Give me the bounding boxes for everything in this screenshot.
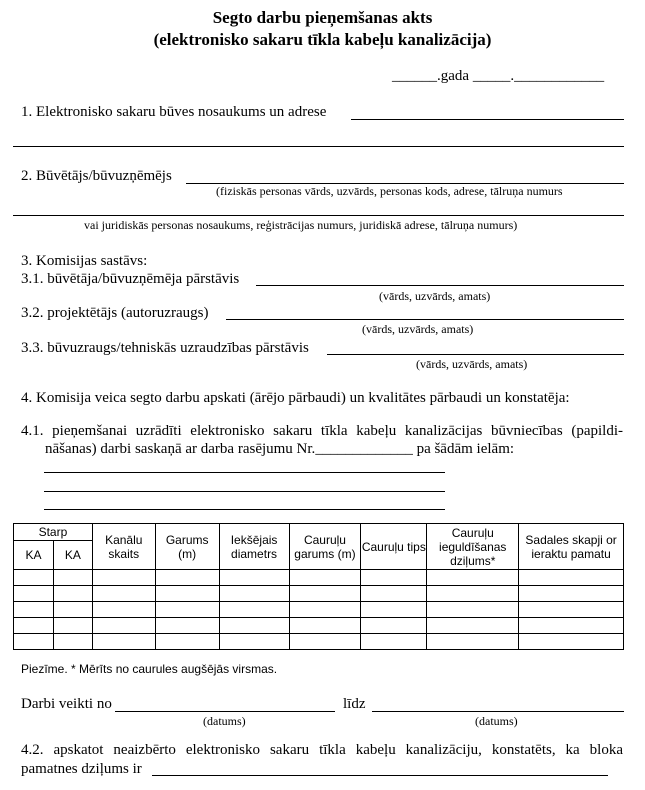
table-cell[interactable] bbox=[519, 602, 624, 618]
table-cell[interactable] bbox=[361, 570, 427, 586]
table-cell[interactable] bbox=[14, 634, 54, 650]
section41-line2 bbox=[45, 440, 514, 458]
table-cell[interactable] bbox=[519, 586, 624, 602]
member-supervisor-hint: (vārds, uzvārds, amats) bbox=[416, 357, 528, 371]
date-dot: . bbox=[510, 68, 515, 84]
table-cell[interactable] bbox=[14, 602, 54, 618]
date-line bbox=[392, 67, 604, 85]
section41-text-a: nāšanas) darbi saskaņā ar darba rasējumu Nr. bbox=[45, 441, 316, 457]
header-ka-to: KA bbox=[53, 541, 92, 570]
note: Piezīme. * Mērīts no caurules augšējās virsmas. bbox=[21, 662, 278, 676]
builder-hint-physical: (fiziskās personas vārds, uzvārds, personas kods, adrese, tālruņa numurs bbox=[216, 184, 563, 198]
header-cauruju-tips: Cauruļu tips bbox=[361, 524, 427, 570]
table-cell[interactable] bbox=[92, 570, 155, 586]
table-cell[interactable] bbox=[289, 634, 361, 650]
section41-line1: 4.1. pieņemšanai uzrādīti elektronisko sakaru tīkla kabeļu kanalizācijas būvniecības (papildi- bbox=[21, 423, 623, 439]
header-ka-from: KA bbox=[14, 541, 54, 570]
works-to-label: līdz bbox=[343, 696, 366, 712]
table-cell[interactable] bbox=[219, 586, 289, 602]
table-cell[interactable] bbox=[53, 602, 92, 618]
member-designer-hint: (vārds, uzvārds, amats) bbox=[362, 322, 474, 336]
header-garums: Garums (m) bbox=[155, 524, 219, 570]
member-builder-label: 3.1. būvētāja/būvuzņēmēja pārstāvis bbox=[21, 271, 240, 287]
table-cell[interactable] bbox=[155, 586, 219, 602]
date-month-blank[interactable]: ____________ bbox=[514, 68, 605, 84]
works-table bbox=[13, 523, 624, 650]
table-cell[interactable] bbox=[289, 586, 361, 602]
works-from-hint: (datums) bbox=[203, 714, 246, 728]
table-cell[interactable] bbox=[155, 570, 219, 586]
date-year-blank[interactable]: ______ bbox=[392, 68, 437, 84]
section2-label: 2. Būvētājs/būvuzņēmējs bbox=[21, 168, 172, 184]
table-cell[interactable] bbox=[427, 586, 519, 602]
street-line-2[interactable] bbox=[44, 491, 445, 492]
table-cell[interactable] bbox=[53, 586, 92, 602]
table-cell[interactable] bbox=[519, 634, 624, 650]
table-cell[interactable] bbox=[427, 570, 519, 586]
header-iekseja-diametrs: Iekšējais diametrs bbox=[219, 524, 289, 570]
date-day-blank[interactable]: _____ bbox=[472, 68, 511, 84]
member-designer-label: 3.2. projektētājs (autoruzraugs) bbox=[21, 305, 209, 321]
table-cell[interactable] bbox=[14, 570, 54, 586]
section41-text-b: pa šādām ielām: bbox=[412, 441, 515, 457]
foundation-depth-field[interactable] bbox=[152, 775, 608, 776]
member-builder-field[interactable] bbox=[256, 285, 624, 286]
table-cell[interactable] bbox=[427, 634, 519, 650]
table-cell[interactable] bbox=[361, 586, 427, 602]
table-cell[interactable] bbox=[155, 634, 219, 650]
table-cell[interactable] bbox=[14, 586, 54, 602]
member-supervisor-label: 3.3. būvuzraugs/tehniskās uzraudzības pārstāvis bbox=[21, 340, 309, 356]
table-cell[interactable] bbox=[361, 602, 427, 618]
member-builder-hint: (vārds, uzvārds, amats) bbox=[379, 289, 491, 303]
header-cauruju-garums: Cauruļu garums (m) bbox=[289, 524, 361, 570]
works-to-hint: (datums) bbox=[475, 714, 518, 728]
building-address-field[interactable] bbox=[13, 146, 624, 147]
header-kanalu-skaits: Kanālu skaits bbox=[92, 524, 155, 570]
document-subtitle: (elektronisko sakaru tīkla kabeļu kanalizācija) bbox=[153, 30, 492, 49]
table-cell[interactable] bbox=[53, 570, 92, 586]
table-cell[interactable] bbox=[289, 570, 361, 586]
table-cell[interactable] bbox=[92, 586, 155, 602]
table-cell[interactable] bbox=[92, 618, 155, 634]
street-line-1[interactable] bbox=[44, 472, 445, 473]
table-row bbox=[14, 618, 624, 634]
section42-line2: pamatnes dziļums ir bbox=[21, 761, 142, 777]
building-name-field[interactable] bbox=[351, 119, 624, 120]
table-cell[interactable] bbox=[92, 602, 155, 618]
table-cell[interactable] bbox=[361, 618, 427, 634]
member-supervisor-field[interactable] bbox=[327, 354, 624, 355]
table-cell[interactable] bbox=[219, 618, 289, 634]
table-cell[interactable] bbox=[155, 618, 219, 634]
table-cell[interactable] bbox=[361, 634, 427, 650]
builder-hint-legal: vai juridiskās personas nosaukums, reģistrācijas numurs, juridiskā adrese, tālruņa numurs) bbox=[84, 218, 518, 232]
works-from-date-field[interactable] bbox=[115, 711, 335, 712]
works-from-label: Darbi veikti no bbox=[21, 696, 112, 712]
table-row bbox=[14, 634, 624, 650]
header-sadales-skapji: Sadales skapji or ieraktu pamatu bbox=[519, 524, 624, 570]
table-cell[interactable] bbox=[289, 618, 361, 634]
table-cell[interactable] bbox=[53, 634, 92, 650]
table-cell[interactable] bbox=[519, 570, 624, 586]
table-row bbox=[14, 586, 624, 602]
table-cell[interactable] bbox=[519, 618, 624, 634]
section42-line1: 4.2. apskatot neaizbērto elektronisko sakaru tīkla kabeļu kanalizāciju, konstatēts, ka bloka bbox=[21, 742, 623, 758]
table-cell[interactable] bbox=[427, 602, 519, 618]
header-ieguldisanas-dzilums: Cauruļu ieguldīšanas dziļums* bbox=[427, 524, 519, 570]
table-cell[interactable] bbox=[53, 618, 92, 634]
table-cell[interactable] bbox=[219, 602, 289, 618]
section1-label: 1. Elektronisko sakaru būves nosaukums un adrese bbox=[21, 104, 327, 120]
works-to-date-field[interactable] bbox=[372, 711, 624, 712]
table-cell[interactable] bbox=[14, 618, 54, 634]
builder-field-2[interactable] bbox=[13, 215, 624, 216]
table-cell[interactable] bbox=[289, 602, 361, 618]
date-gada-label: .gada bbox=[437, 68, 470, 84]
table-row bbox=[14, 570, 624, 586]
document-title: Segto darbu pieņemšanas akts bbox=[212, 8, 433, 27]
table-row bbox=[14, 602, 624, 618]
drawing-number-blank[interactable]: _____________ bbox=[315, 441, 413, 457]
table-cell[interactable] bbox=[427, 618, 519, 634]
table-cell[interactable] bbox=[92, 634, 155, 650]
member-designer-field[interactable] bbox=[226, 319, 624, 320]
street-line-3[interactable] bbox=[44, 509, 445, 510]
section4-heading: 4. Komisija veica segto darbu apskati (ārējo pārbaudi) un kvalitātes pārbaudi un konstatēja: bbox=[21, 390, 570, 406]
header-starp: Starp bbox=[14, 524, 93, 541]
table-cell[interactable] bbox=[219, 634, 289, 650]
table-cell[interactable] bbox=[219, 570, 289, 586]
table-cell[interactable] bbox=[155, 602, 219, 618]
section3-heading: 3. Komisijas sastāvs: bbox=[21, 253, 148, 269]
